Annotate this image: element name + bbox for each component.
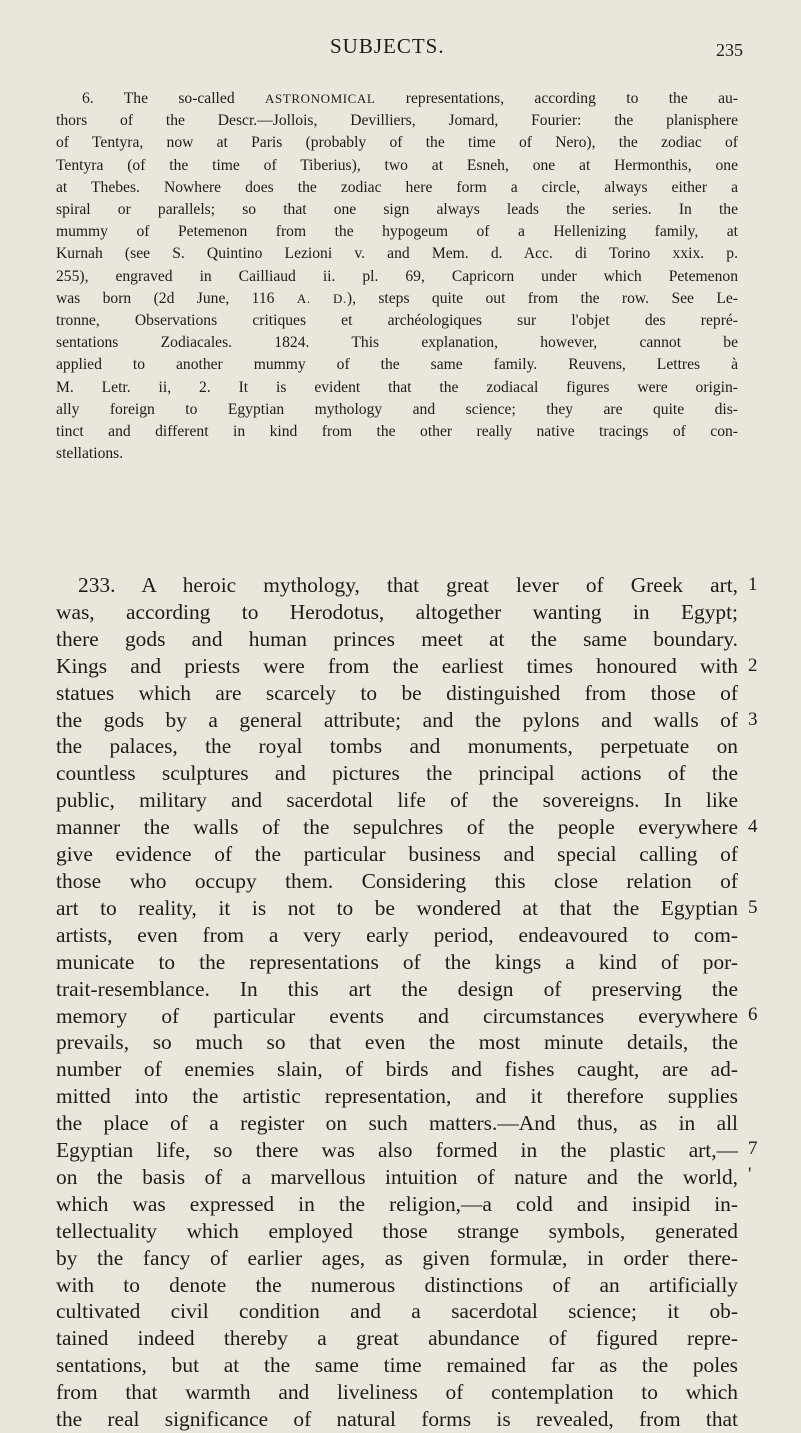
text-line: at Thebes. Nowhere does the zodiac here form a circle, always either a xyxy=(56,178,738,196)
text-line: statues which are scarcely to be distinguished from those of xyxy=(56,680,738,705)
text-line: spiral or parallels; so that one sign always leads the series. In the xyxy=(56,201,738,219)
text-line: prevails, so much so that even the most minute details, the xyxy=(56,1030,738,1055)
text-line: Egyptian life, so there was also formed in the plastic art,— xyxy=(56,1138,738,1163)
text-line: Kurnah (see S. Quintino Lezioni v. and Mem. d. Acc. di Torino xxix. p. xyxy=(56,245,738,263)
text-line: manner the walls of the sepulchres of the people everywhere xyxy=(56,815,738,840)
text-line: number of enemies slain, of birds and fishes caught, are ad- xyxy=(56,1057,738,1082)
text-line: mitted into the artistic representation, and it therefore supplies xyxy=(56,1084,738,1109)
margin-number: 2 xyxy=(748,655,758,676)
text-line: there gods and human princes meet at the same boundary. xyxy=(56,626,738,651)
text-line: M. Letr. ii, 2. It is evident that the zodiacal figures were origin- xyxy=(56,378,738,396)
text-line: municate to the representations of the kings a kind of por- xyxy=(56,949,738,974)
text-line: the palaces, the royal tombs and monuments, perpetuate on xyxy=(56,734,738,759)
text-line: of Tentyra, now at Paris (probably of the time of Nero), the zodiac of xyxy=(56,134,738,152)
margin-number: 6 xyxy=(748,1004,758,1025)
text-line: tellectuality which employed those strange symbols, generated xyxy=(56,1218,738,1243)
text-line: was born (2d June, 116 A. D.), steps quite out from the row. See Le- xyxy=(56,289,738,307)
running-head: SUBJECTS. xyxy=(330,34,445,58)
text-line: public, military and sacerdotal life of the sovereigns. In like xyxy=(56,788,738,813)
text-line: tinct and different in kind from the other really native tracings of con- xyxy=(56,423,738,441)
main-paragraph-233 xyxy=(56,572,738,1433)
text-line: with to denote the numerous distinctions of an artificially xyxy=(56,1272,738,1297)
page-number: 235 xyxy=(716,40,743,60)
text-line: Tentyra (of the time of Tiberius), two at Esneh, one at Hermonthis, one xyxy=(56,156,738,174)
page-header xyxy=(0,34,801,62)
text-line: was, according to Herodotus, altogether wanting in Egypt; xyxy=(56,599,738,624)
text-line: art to reality, it is not to be wondered at that the Egyptian xyxy=(56,895,738,920)
margin-number: 5 xyxy=(748,897,758,918)
text-line: ally foreign to Egyptian mythology and science; they are quite dis- xyxy=(56,400,738,418)
text-line: sentations Zodiacales. 1824. This explanation, however, cannot be xyxy=(56,334,738,352)
text-line: tronne, Observations critiques et archéologiques sur l'objet des repré- xyxy=(56,312,738,330)
margin-number: 4 xyxy=(748,816,758,837)
margin-number: 1 xyxy=(748,574,758,595)
text-line: sentations, but at the same time remained far as the poles xyxy=(56,1353,738,1378)
text-line: 6. The so-called ASTRONOMICAL representations, according to the au- xyxy=(82,90,738,107)
text-line: applied to another mummy of the same family. Reuvens, Lettres à xyxy=(56,356,738,374)
text-line: Kings and priests were from the earliest times honoured with xyxy=(56,653,738,678)
text-line: give evidence of the particular business and special calling of xyxy=(56,842,738,867)
margin-number: 7 xyxy=(748,1138,758,1159)
text-line: on the basis of a marvellous intuition of nature and the world, xyxy=(56,1164,738,1189)
text-line: trait-resemblance. In this art the design of preserving the xyxy=(56,976,738,1001)
margin-number: ' xyxy=(748,1164,752,1185)
text-line: 255), engraved in Cailliaud ii. pl. 69, Capricorn under which Petemenon xyxy=(56,267,738,285)
text-line: tained indeed thereby a great abundance of figured repre- xyxy=(56,1326,738,1351)
text-line: memory of particular events and circumstances everywhere xyxy=(56,1003,738,1028)
text-line: mummy of Petemenon from the hypogeum of a Hellenizing family, at xyxy=(56,223,738,241)
text-line: which was expressed in the religion,—a cold and insipid in- xyxy=(56,1191,738,1216)
text-line: the real significance of natural forms is revealed, from that xyxy=(56,1407,738,1432)
text-line: by the fancy of earlier ages, as given formulæ, in order there- xyxy=(56,1245,738,1270)
text-line: cultivated civil condition and a sacerdotal science; it ob- xyxy=(56,1299,738,1324)
text-line: stellations. xyxy=(56,445,124,463)
text-line: thors of the Descr.—Jollois, Devilliers, Jomard, Fourier: the planisphere xyxy=(56,112,738,130)
text-line: the gods by a general attribute; and the pylons and walls of xyxy=(56,707,738,732)
text-line: 233. A heroic mythology, that great lever of Greek art, xyxy=(78,573,738,597)
margin-number: 3 xyxy=(748,709,758,730)
text-line: countless sculptures and pictures the principal actions of the xyxy=(56,761,738,786)
text-line: artists, even from a very early period, endeavoured to com- xyxy=(56,922,738,947)
text-line: from that warmth and liveliness of contemplation to which xyxy=(56,1380,738,1405)
footnote-paragraph xyxy=(56,88,738,465)
text-line: the place of a register on such matters.—And thus, as in all xyxy=(56,1111,738,1136)
text-line: those who occupy them. Considering this close relation of xyxy=(56,868,738,893)
